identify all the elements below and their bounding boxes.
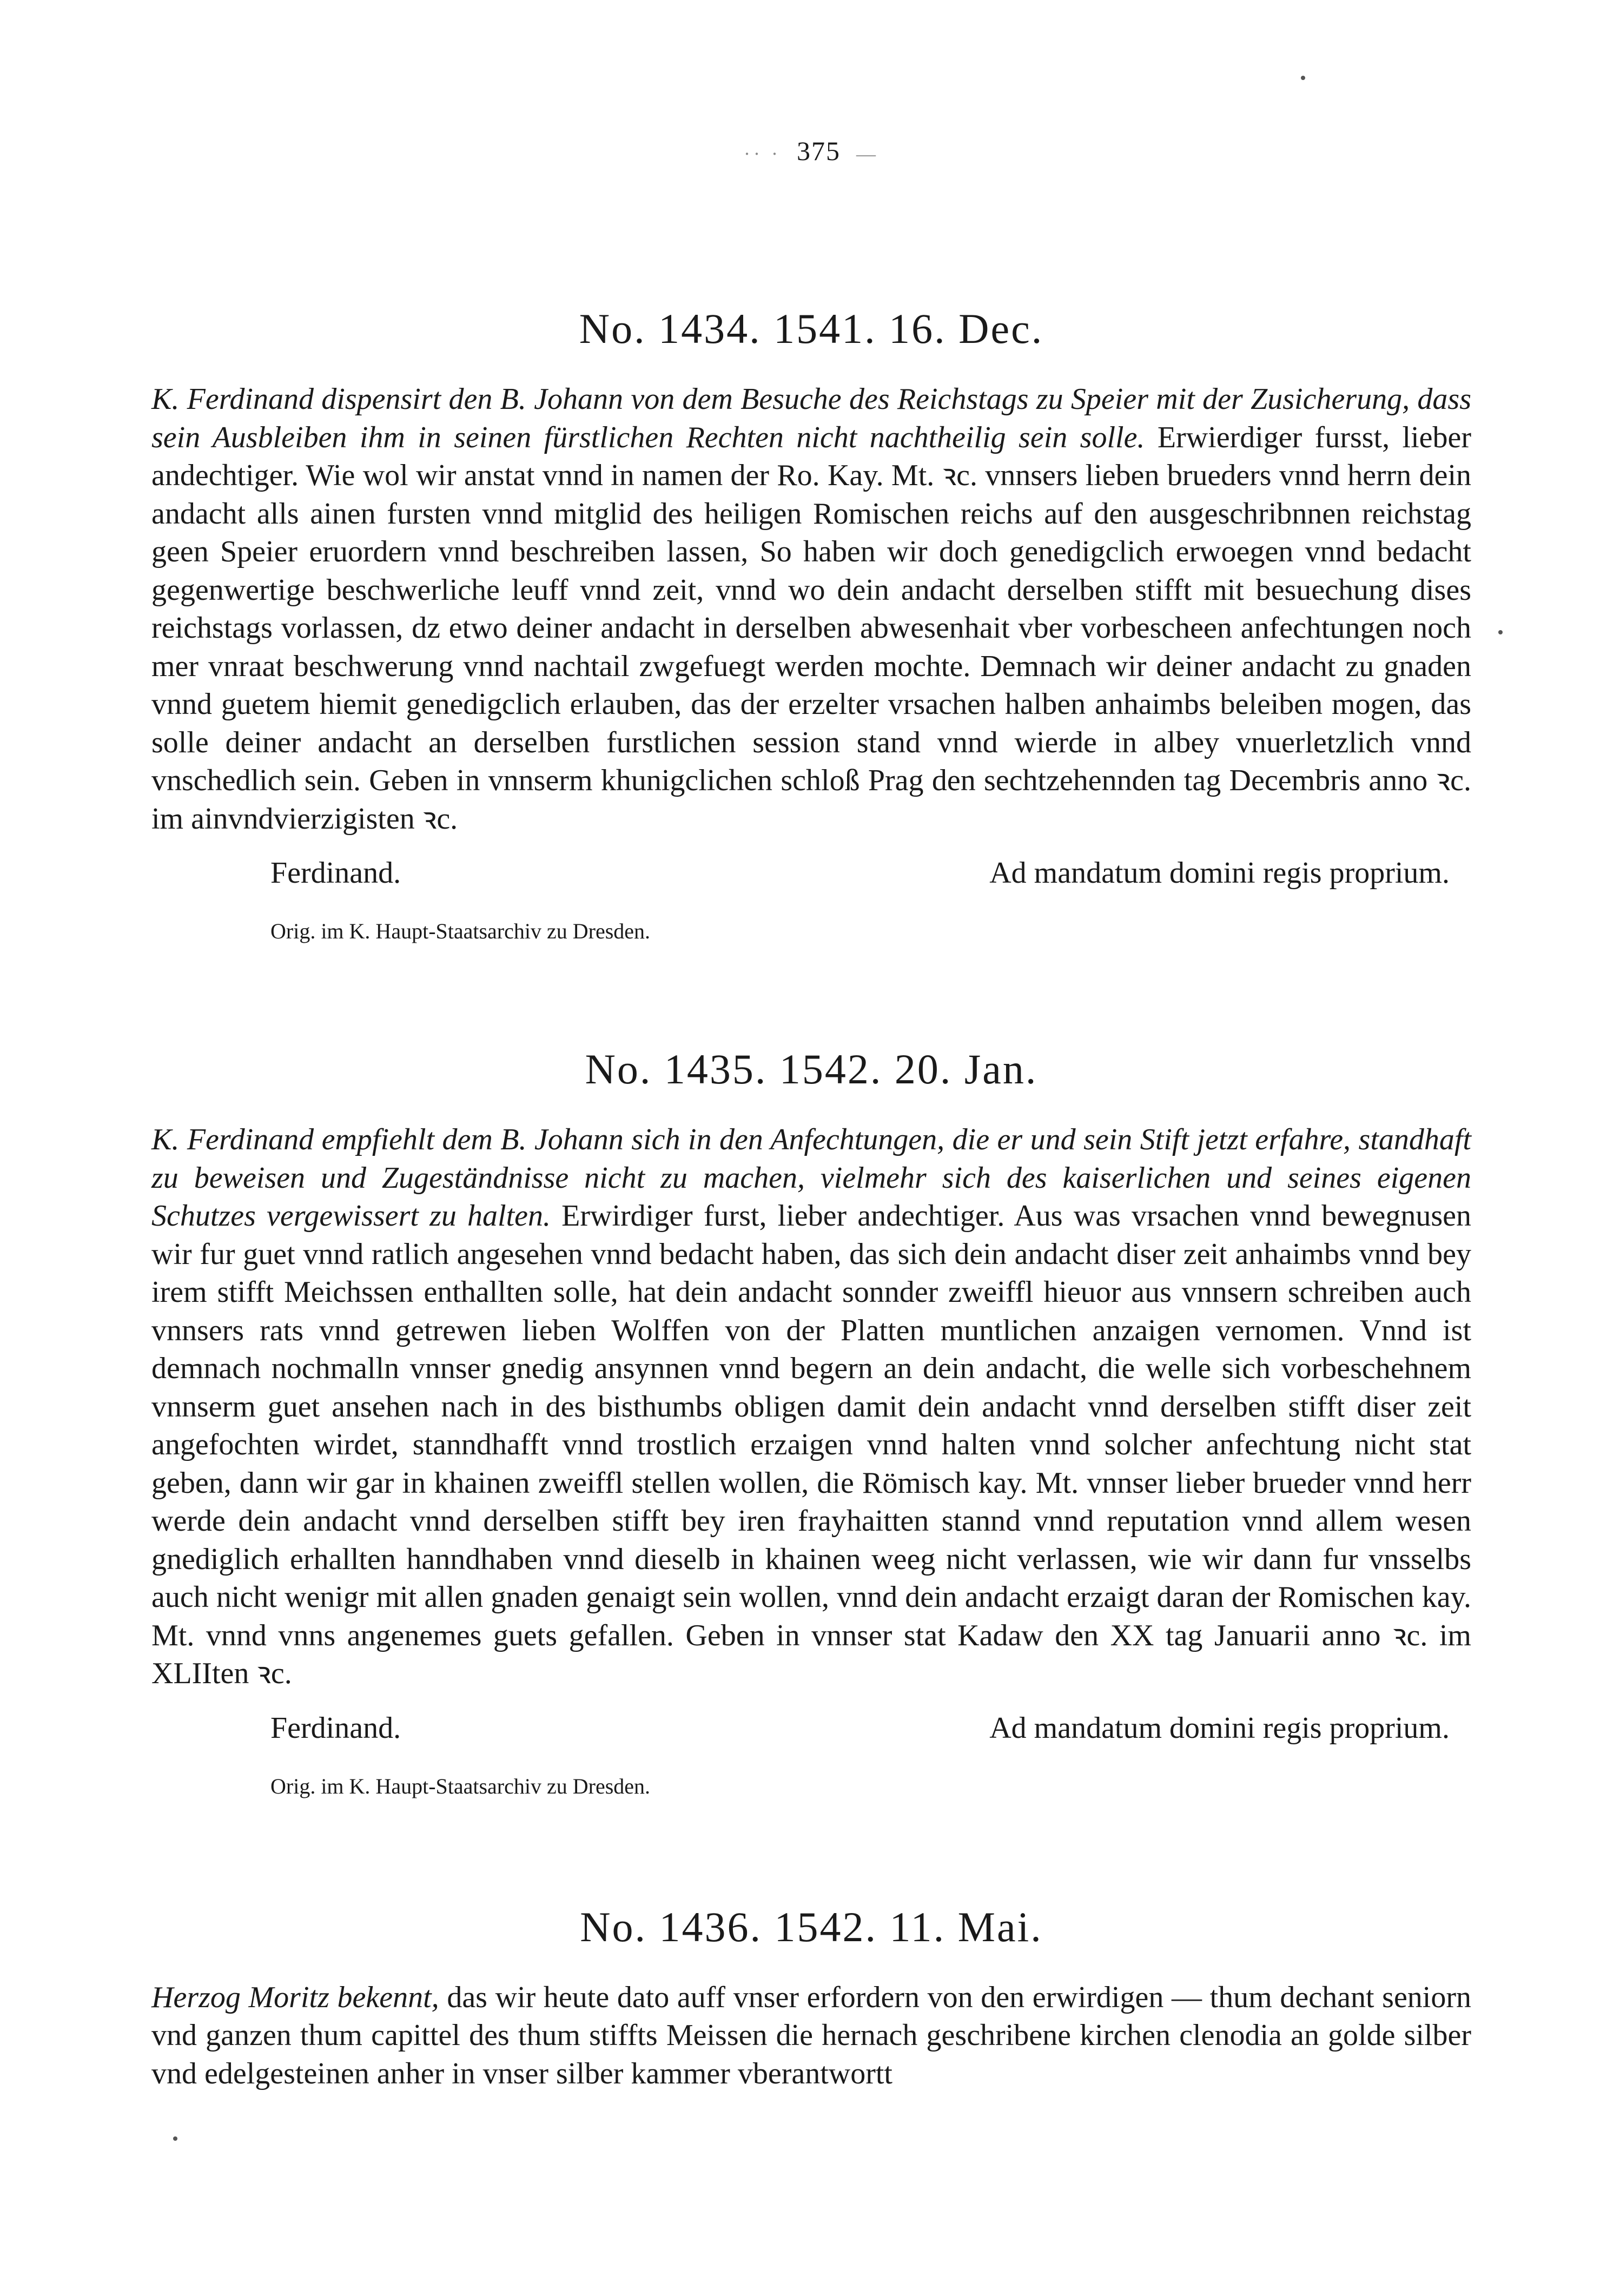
signature-left: Ferdinand. [270, 856, 401, 890]
page-number: 375 [796, 136, 841, 166]
signature-left: Ferdinand. [270, 1711, 401, 1745]
page-number-row [151, 135, 1471, 167]
section-spacer [151, 945, 1471, 1045]
page-number-dash-left: ·· · [744, 143, 781, 165]
entry-heading: No. 1434. 1541. 16. Dec. [579, 305, 1044, 352]
document-page [151, 135, 1471, 2093]
entry-1436 [151, 1903, 1471, 2093]
section-spacer [151, 1800, 1471, 1903]
signature-right: Ad mandatum domini regis proprium. [989, 1711, 1450, 1745]
signature-row [151, 1709, 1471, 1747]
entry-regest: K. Ferdinand empfiehlt dem B. Johann sich in den Anfechtungen, die er und sein Stift jetzt erfahre, standhaft zu beweisen und Zugeständnisse nicht zu machen, vielmehr sich des kaiserlichen und seines eigenen Schutzes vergewissert zu halten. [151, 1123, 1471, 1233]
speck-mark [173, 2136, 177, 2141]
source-note: Orig. im K. Haupt-Staatsarchiv zu Dresden. [270, 1774, 651, 1798]
source-note: Orig. im K. Haupt-Staatsarchiv zu Dresden. [270, 919, 651, 943]
entry-text: das wir heute dato auff vnser erfordern von den erwirdigen — thum dechant seniorn vnd ganzen thum capittel des thum stiffts Meissen die hernach geschribene kirchen clenodia an golde silber vnd edelgesteinen anher in vnser silber kammer vberantwortt [151, 1980, 1472, 2090]
entry-body [151, 1979, 1471, 2093]
entry-text: Erwirdiger furst, lieber andechtiger. Aus was vrsachen vnnd bewegnusen wir fur guet vnnd ratlich angesehen vnnd bedacht haben, das sich dein andacht diser zeit anhaimbs vnnd bey irem stifft Meichssen enthallten solle, hat dein andacht sonnder zweiffl hieuor aus vnnsern schreiben auch vnnsers rats vnnd getrewen lieben Wolffen von der Platten muntlichen anzaigen vernomen. Vnnd ist demnach nochmalln vnnser gnedig ansynnen vnnd begern an dein andacht, die welle sich vorbeschehnem vnnserm guet ansehen nach in des bisthumbs obligen damit dein andacht vnnd derselben stifft diser zeit angefochten wirdet, stanndhafft vnnd trostlich erzaigen vnnd halten vnnd solcher anfechtung nicht stat geben, dann wir gar in khainen zweiffl stellen wollen, die Römisch kay. Mt. vnnser lieber brueder vnnd herr werde dein andacht vnnd derselben stifft bey iren frayhaitten stannd vnnd reputation vnnd allem wesen gnediglich erhallten hanndhaben vnnd dieselb in khainen weeg nicht verlassen, wie wir dann fur vnsselbs auch nicht wenigr mit allen gnaden genaigt sein wollen, vnnd dein andacht erzaigt daran der Romischen kay. Mt. vnnd vnns angenemes guets gefallen. Geben in vnnser stat Kadaw den XX tag Januarii anno ꝛc. im XLIIten ꝛc. [151, 1199, 1472, 1690]
entry-body [151, 1121, 1471, 1693]
entry-regest: K. Ferdinand dispensirt den B. Johann von dem Besuche des Reichstags zu Speier mit der Zusicherung, dass sein Ausbleiben ihm in seinen fürstlichen Rechten nicht nachtheilig sein solle. [151, 382, 1471, 454]
signature-row [151, 854, 1471, 892]
entry-text: Erwierdiger fursst, lieber andechtiger. Wie wol wir anstat vnnd in namen der Ro. Kay. Mt. ꝛc. vnnsers lieben brueders vnnd herrn dein andacht alls ainen fursten vnnd mitglid des heiligen Romischen reichs auf den ausgeschribnnen reichstag geen Speier eruordern vnnd beschreiben lassen, So haben wir doch genedigclich erwoegen vnnd bedacht gegenwertige beschwerliche leuff vnnd zeit, vnnd wo dein andacht derselben stifft mit besuechung dises reichstags vorlassen, dz etwo deiner andacht in derselben abwesenhait vber vorbescheen anfechtungen noch mer vnraat beschwerung vnnd nachtail zwgefuegt werden mochte. Demnach wir deiner andacht zu gnaden vnnd guetem hiemit genedigclich erlauben, das der erzelter vrsachen halben anhaimbs beleiben mogen, das solle deiner andacht an derselben furstlichen session stand vnnd wierde in albey vnuerletzlich vnnd vnschedlich sein. Geben in vnnserm khunigclichen schloß Prag den sechtzehennden tag Decembris anno ꝛc. im ainvndvierzigisten ꝛc. [151, 420, 1471, 836]
entry-regest: Herzog Moritz bekennt, [151, 1980, 439, 2014]
entry-body [151, 380, 1471, 838]
entry-heading: No. 1435. 1542. 20. Jan. [585, 1046, 1038, 1093]
signature-right: Ad mandatum domini regis proprium. [989, 856, 1450, 890]
page-number-dash-right: — [856, 143, 879, 165]
speck-mark [1301, 76, 1305, 80]
entry-heading: No. 1436. 1542. 11. Mai. [580, 1903, 1043, 1950]
entry-1434 [151, 305, 1471, 945]
speck-mark [1498, 630, 1503, 634]
entry-1435 [151, 1045, 1471, 1800]
